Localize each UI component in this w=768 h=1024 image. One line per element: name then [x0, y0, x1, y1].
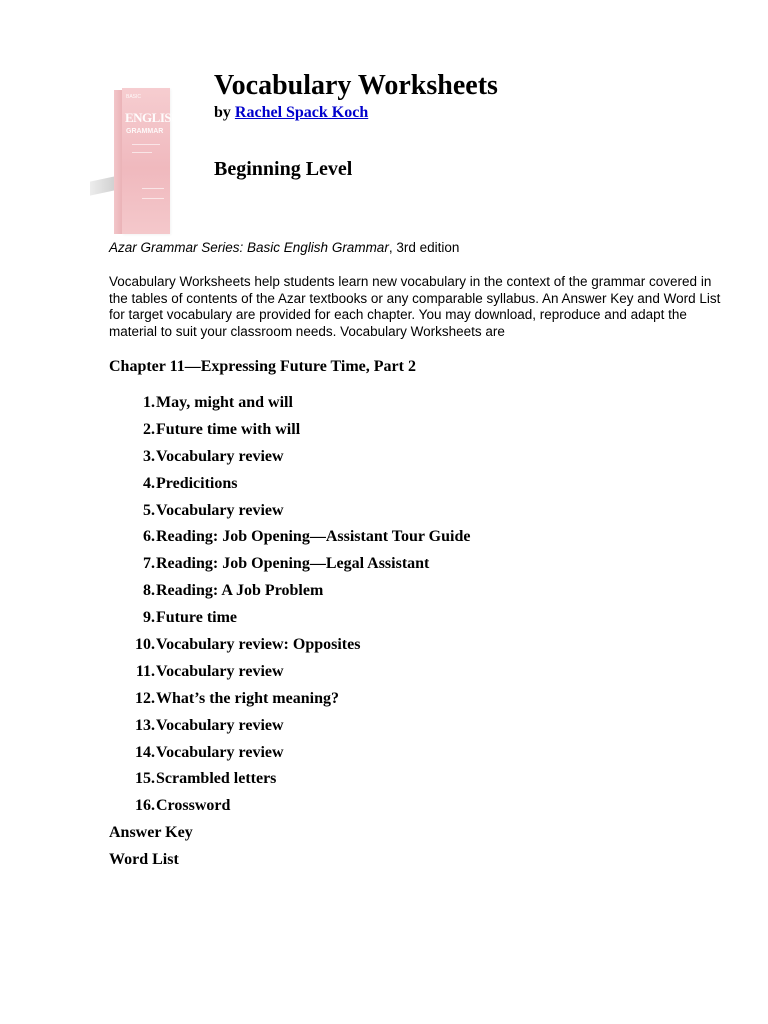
list-item-number: 11.: [135, 662, 155, 680]
list-item-label: Future time: [156, 609, 238, 627]
byline-prefix: by: [214, 104, 231, 121]
list-item-label: Predicitions: [156, 474, 238, 492]
list-item-number: 1.: [143, 394, 155, 411]
list-item-label: Vocabulary review: [156, 716, 284, 734]
list-item-number: 7.: [143, 555, 155, 573]
list-item-label: Reading: Job Opening—Legal Assistant: [156, 555, 430, 573]
list-item-number: 15.: [135, 770, 155, 788]
list-item-label: Vocabulary review: Opposites: [156, 636, 361, 654]
list-item-label: Crossword: [156, 797, 231, 815]
list-item-label: Vocabulary review: [156, 447, 284, 465]
chapter-heading: Chapter 11—Expressing Future Time, Part 2: [109, 358, 416, 375]
list-item-number: 12.: [135, 689, 155, 707]
series-title: Azar Grammar Series: Basic English Grammar: [109, 240, 389, 255]
series-line: [109, 240, 459, 255]
list-item-number: 6.: [143, 528, 155, 546]
list-item-number: 3.: [143, 447, 155, 465]
intro-paragraph: Vocabulary Worksheets help students learn new vocabulary in the context of the grammar covered in the tables of contents of the Azar textbooks or any comparable syllabus. An Answer Key and Word List for target vocabulary are provided for each chapter. You may download, reproduce and adapt the material to suit your classroom needs. Vocabulary Worksheets are: [109, 274, 721, 339]
book-cover-image: [88, 88, 181, 234]
list-item-number: 2.: [143, 420, 155, 438]
cover-decoration: [132, 144, 160, 145]
list-item-label: Reading: Job Opening—Assistant Tour Guide: [156, 528, 471, 546]
list-item-label: May, might and will: [156, 394, 293, 411]
cover-subtitle-text: GRAMMAR: [126, 128, 164, 135]
series-edition: , 3rd edition: [388, 240, 460, 255]
cover-decoration: [142, 198, 164, 199]
cover-title-text: ENGLISH: [125, 110, 181, 125]
list-item-number: 14.: [135, 743, 155, 761]
list-item-label: Vocabulary review: [156, 743, 284, 761]
cover-small-text: BASIC: [126, 94, 142, 100]
level-heading: Beginning Level: [214, 158, 353, 180]
list-item-number: 10.: [135, 636, 155, 654]
list-item-label: Vocabulary review: [156, 501, 284, 519]
list-item-number: 16.: [135, 797, 155, 815]
list-item-number: 13.: [135, 716, 155, 734]
word-list-link[interactable]: Word List: [109, 851, 179, 868]
author-link[interactable]: Rachel Spack Koch: [234, 104, 369, 121]
cover-decoration: [132, 152, 152, 153]
answer-key-link[interactable]: Answer Key: [109, 824, 193, 841]
list-item-label: Vocabulary review: [156, 662, 284, 680]
page-title: Vocabulary Worksheets: [214, 70, 498, 101]
list-item-number: 4.: [143, 474, 155, 492]
book-front-cover: [122, 88, 181, 234]
cover-decoration: [142, 188, 164, 189]
list-item-label: Scrambled letters: [156, 770, 277, 788]
list-item-label: What’s the right meaning?: [156, 689, 339, 707]
byline: [214, 104, 368, 122]
list-item-number: 5.: [143, 501, 155, 519]
list-item-label: Future time with will: [156, 420, 301, 438]
list-item-number: 8.: [143, 582, 155, 600]
list-item-number: 9.: [143, 609, 155, 627]
list-item-label: Reading: A Job Problem: [156, 582, 324, 600]
